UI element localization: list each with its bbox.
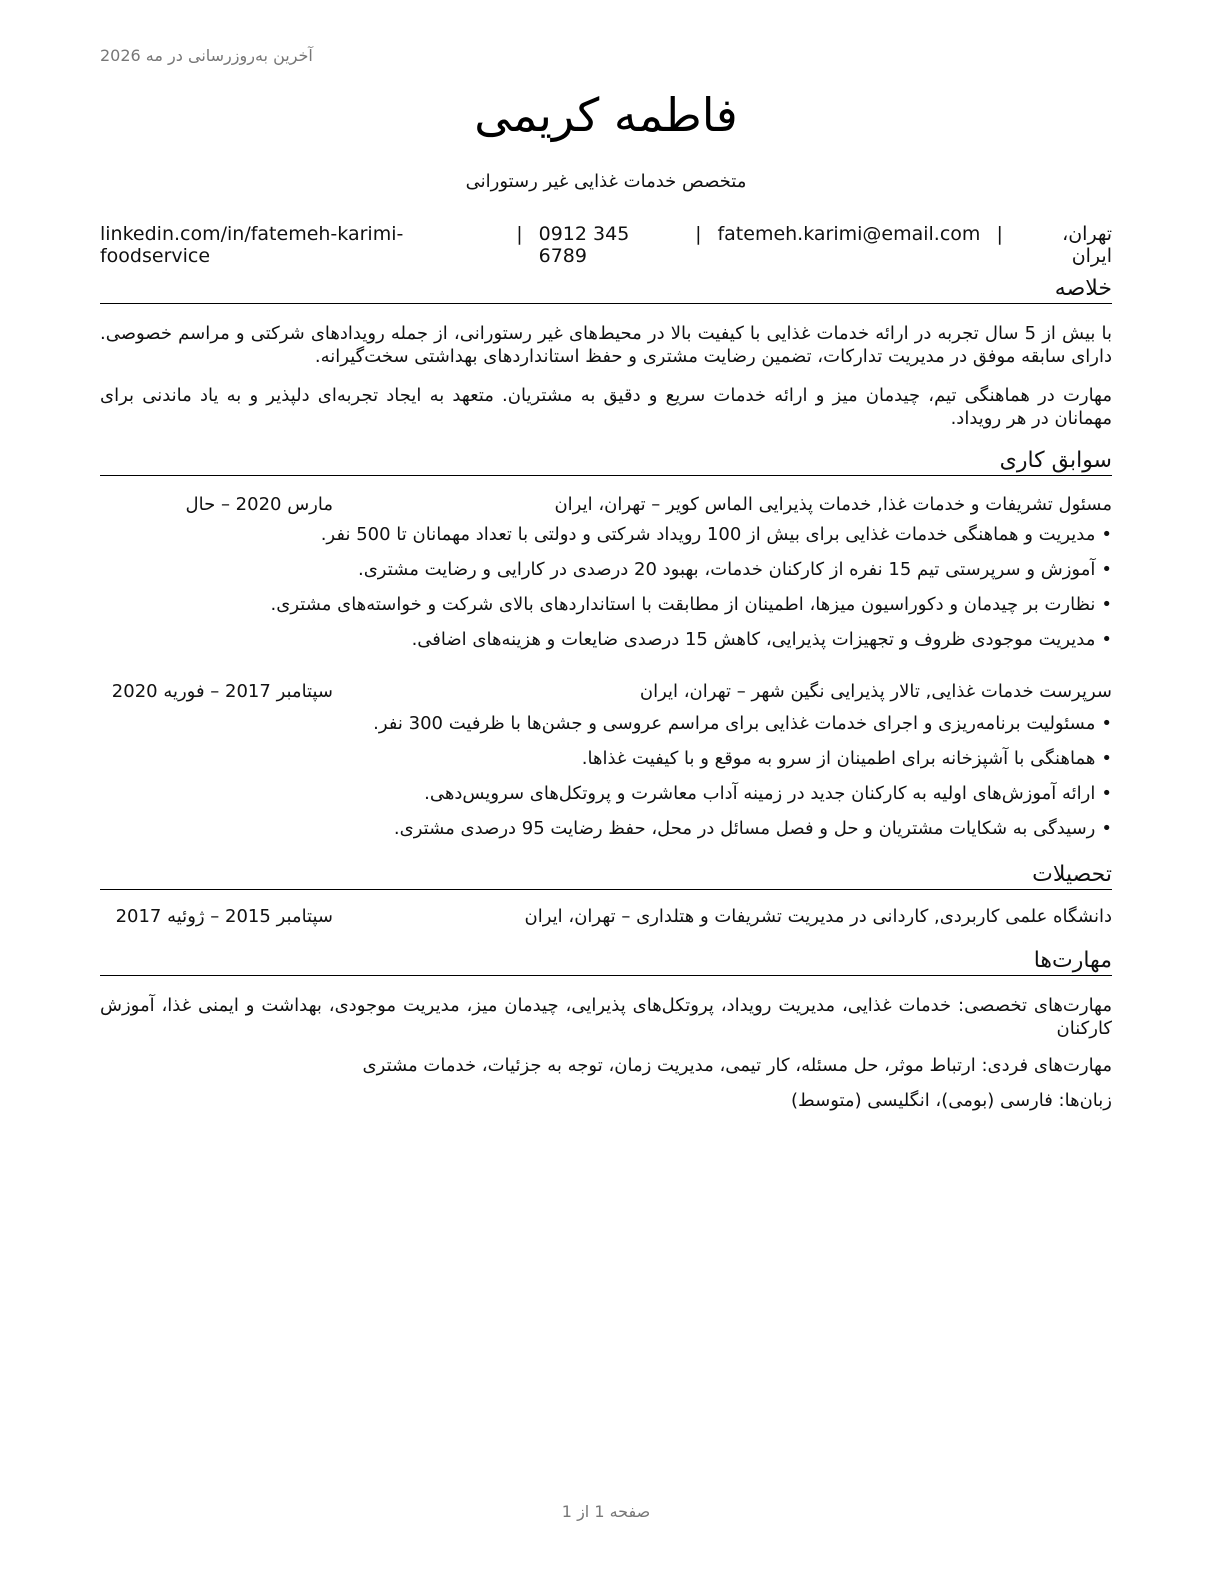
skills-line: زبان‌ها: فارسی (بومی)، انگلیسی (متوسط) — [791, 1090, 1112, 1111]
education-degree: دانشگاه علمی کاربردی, کاردانی در مدیریت تشریفات و هتلداری – تهران، ایران — [524, 906, 1112, 927]
summary-heading: خلاصه — [100, 276, 1112, 304]
candidate-title: متخصص خدمات غذایی غیر رستورانی — [465, 171, 747, 192]
job-bullet: • مسئولیت برنامه‌ریزی و اجرای خدمات غذایی برای مراسم عروسی و جشن‌ها با ظرفیت 300 نفر. — [100, 713, 1112, 748]
experience-heading: سوابق کاری — [100, 448, 1112, 476]
job-bullet: • نظارت بر چیدمان و دکوراسیون میزها، اطمینان از مطابقت با استانداردهای بالای شرکت و خواسته‌های مشتری. — [100, 594, 1112, 629]
contact-email[interactable]: fatemeh.karimi@email.com — [717, 223, 981, 245]
skills-line: مهارت‌های فردی: ارتباط موثر، حل مسئله، کار تیمی، مدیریت زمان، توجه به جزئیات، خدمات مشتری — [362, 1055, 1112, 1076]
summary-paragraph: مهارت در هماهنگی تیم، چیدمان میز و ارائه خدمات سریع و دقیق به مشتریان. متعهد به ایجاد تجربه‌ای دلپذیر و به یاد ماندنی برای مهمانان در هر رویداد. — [100, 385, 1112, 429]
candidate-name: فاطمه کریمی — [474, 88, 738, 142]
job-bullets — [100, 713, 1112, 853]
contact-separator: | — [516, 223, 523, 245]
page-number: صفحه 1 از 1 — [561, 1502, 651, 1521]
contact-phone[interactable]: 0912 345 6789 — [538, 223, 630, 267]
job-dates: سپتامبر 2017 – فوریه 2020 — [111, 681, 333, 702]
job-bullet: • مدیریت موجودی ظروف و تجهیزات پذیرایی، کاهش 15 درصدی ضایعات و هزینه‌های اضافی. — [100, 629, 1112, 664]
contact-linkedin[interactable]: linkedin.com/in/fatemeh-karimi-foodservice — [99, 223, 404, 267]
education-dates: سپتامبر 2015 – ژوئیه 2017 — [115, 906, 333, 927]
job-title: مسئول تشریفات و خدمات غذا, خدمات پذیرایی الماس کویر – تهران، ایران — [554, 494, 1112, 515]
resume-page — [100, 0, 1112, 1584]
last-updated-note: آخرین به‌روزرسانی در مه 2026 — [100, 46, 313, 65]
contact-location: تهران، ایران — [1062, 223, 1112, 267]
job-bullet: • هماهنگی با آشپزخانه برای اطمینان از سرو به موقع و با کیفیت غذاها. — [100, 748, 1112, 783]
job-dates: مارس 2020 – حال — [185, 494, 333, 515]
summary-paragraph: با بیش از 5 سال تجربه در ارائه خدمات غذایی با کیفیت بالا در محیط‌های غیر رستورانی، از جمله رویدادهای شرکتی و مراسم خصوصی. دارای سابقه موفق در مدیریت تدارکات، تضمین رضایت مشتری و حفظ استانداردهای بهداشتی سخت‌گیرانه. — [100, 323, 1112, 367]
job-bullet: • آموزش و سرپرستی تیم 15 نفره از کارکنان خدمات، بهبود 20 درصدی در کارایی و رضایت مشتری. — [100, 559, 1112, 594]
job-bullet: • رسیدگی به شکایات مشتریان و حل و فصل مسائل در محل، حفظ رضایت 95 درصدی مشتری. — [100, 818, 1112, 853]
job-bullets — [100, 524, 1112, 664]
job-bullet: • مدیریت و هماهنگی خدمات غذایی برای بیش از 100 رویداد شرکتی و دولتی با تعداد مهمانان تا 500 نفر. — [100, 524, 1112, 559]
contact-line — [100, 223, 1112, 267]
job-bullet: • ارائه آموزش‌های اولیه به کارکنان جدید در زمینه آداب معاشرت و پروتکل‌های سرویس‌دهی. — [100, 783, 1112, 818]
contact-separator: | — [996, 223, 1003, 245]
job-title: سرپرست خدمات غذایی, تالار پذیرایی نگین شهر – تهران، ایران — [639, 681, 1112, 702]
skills-heading: مهارت‌ها — [100, 948, 1112, 976]
contact-separator: | — [695, 223, 702, 245]
education-heading: تحصیلات — [100, 862, 1112, 890]
skills-line: مهارت‌های تخصصی: خدمات غذایی، مدیریت رویداد، پروتکل‌های پذیرایی، چیدمان میز، مدیریت موجودی، بهداشت و ایمنی غذا، آموزش کارکنان — [100, 995, 1112, 1039]
